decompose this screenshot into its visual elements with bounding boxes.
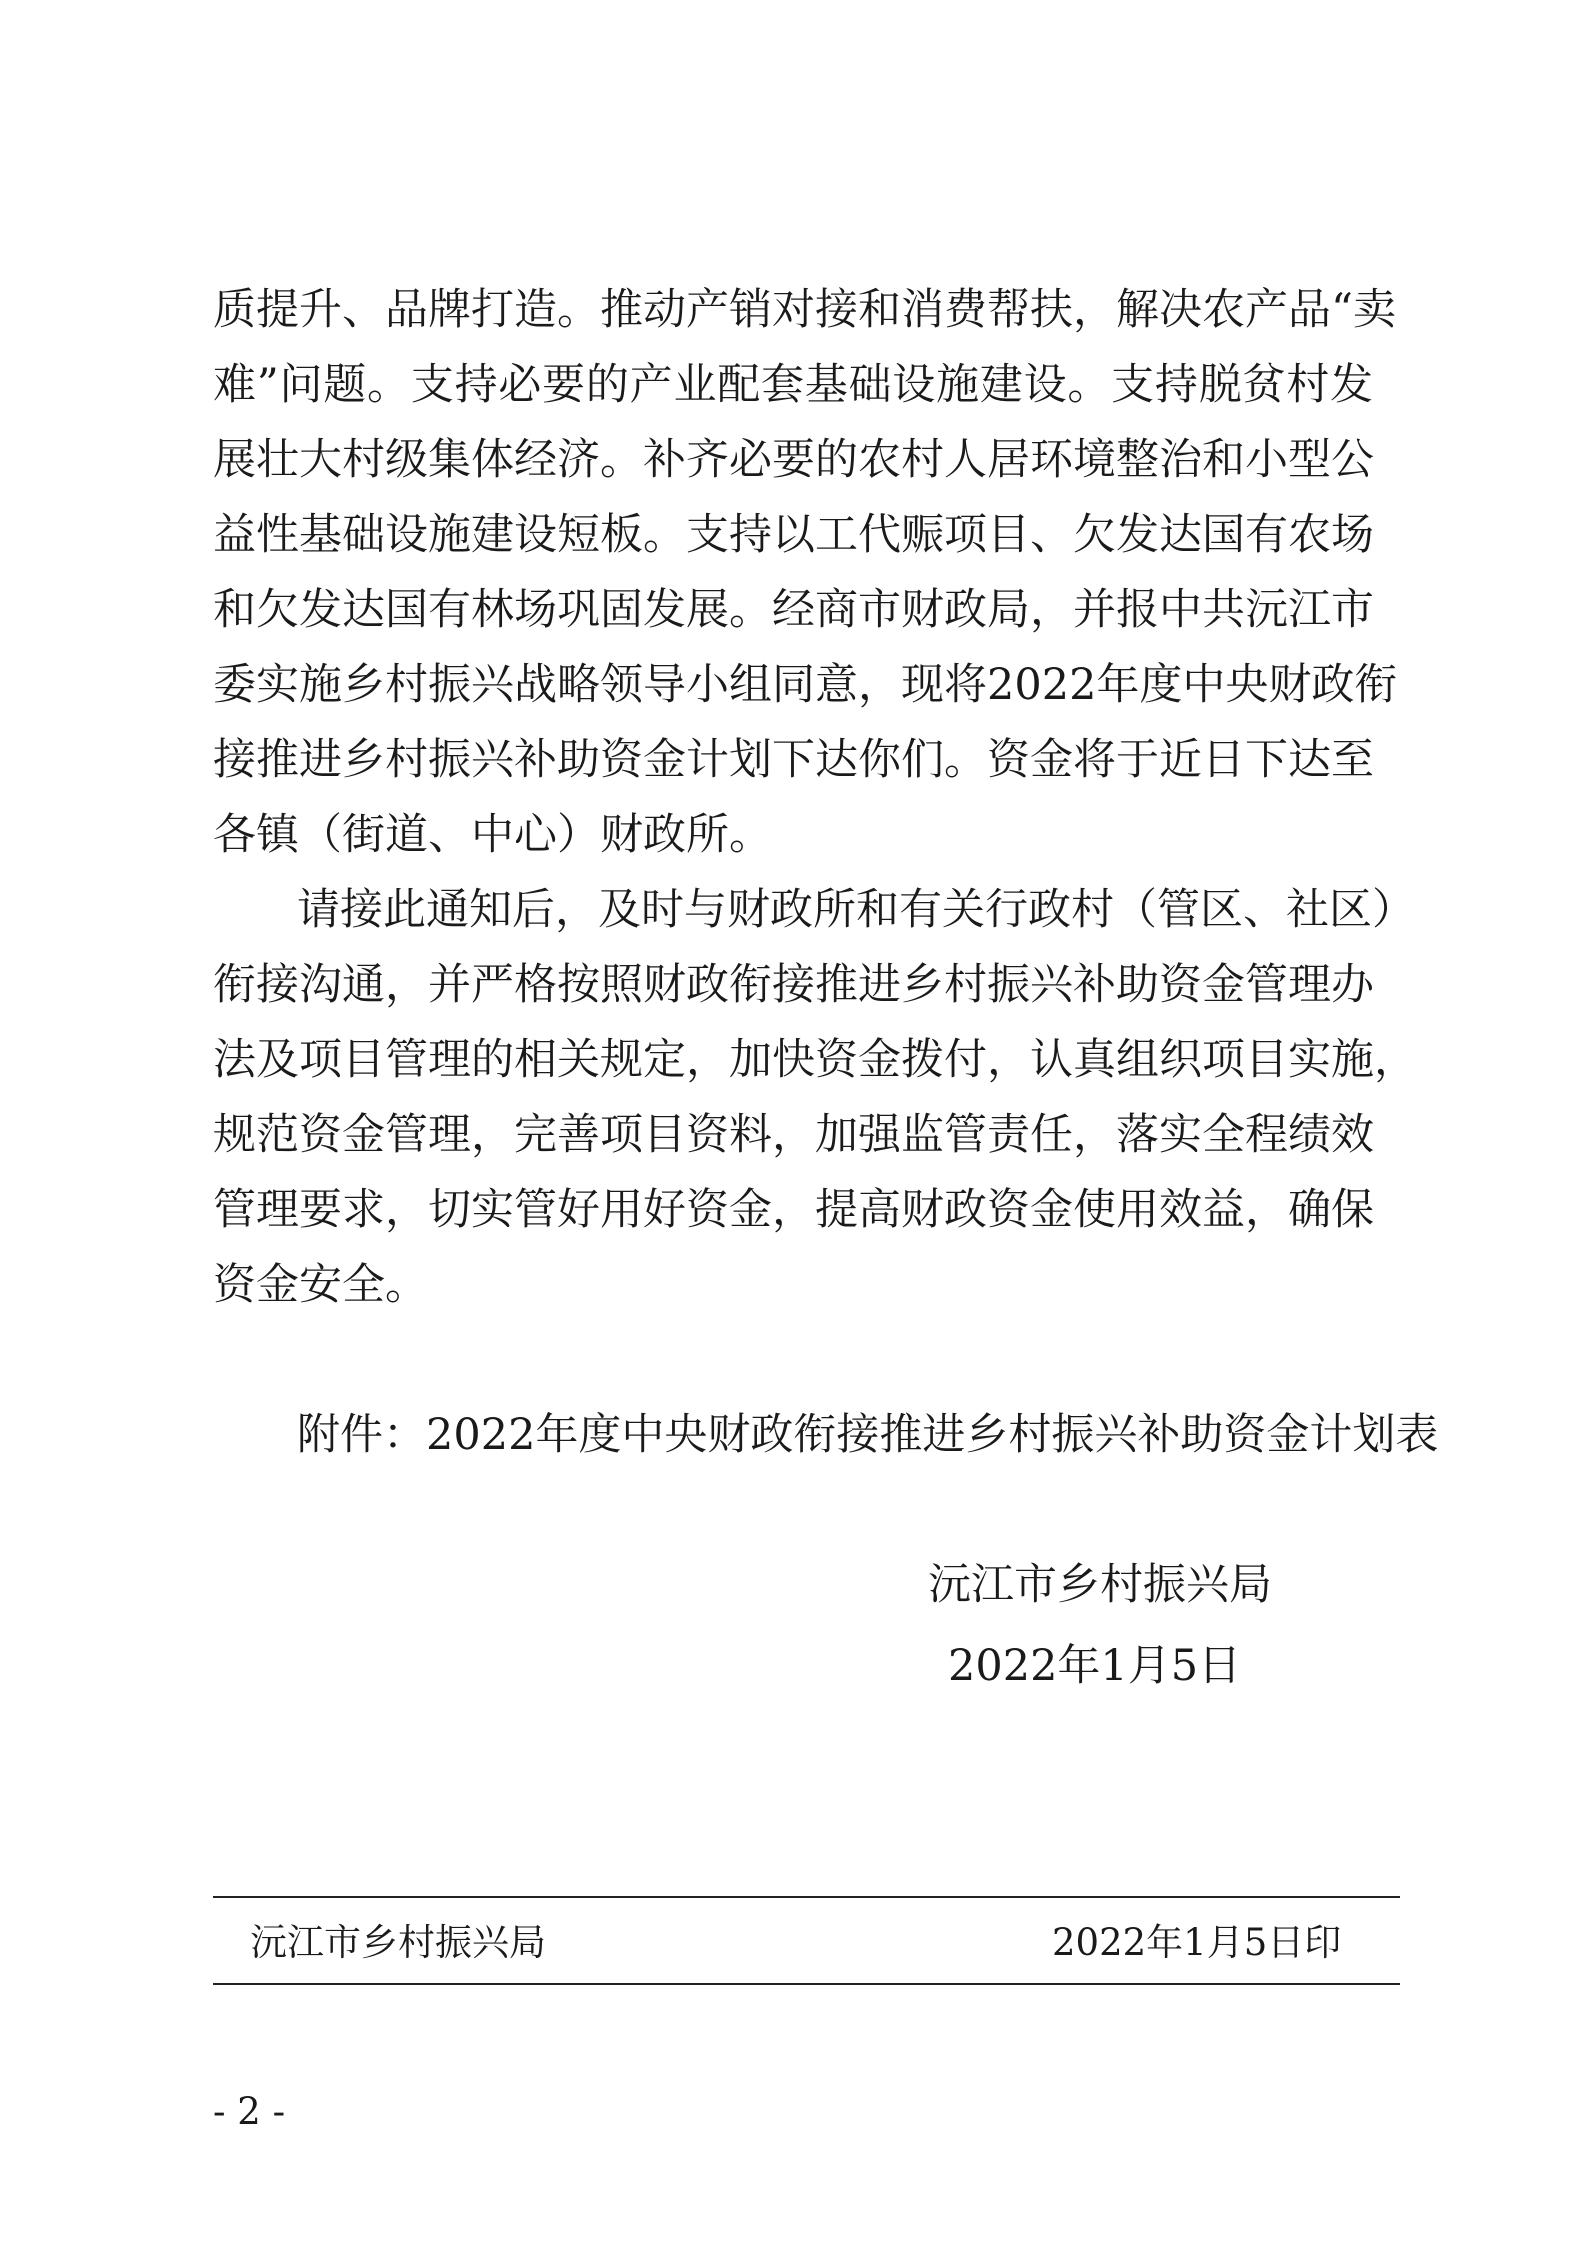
paragraph-line: 难”问题。支持必要的产业配套基础设施建设。支持脱贫村发: [213, 360, 1373, 410]
page-number: - 2 -: [213, 2090, 286, 2133]
paragraph-line: 和欠发达国有林场巩固发展。经商市财政局，并报中共沅江市: [213, 585, 1374, 635]
imprint-issuer: 沅江市乡村振兴局: [250, 1921, 546, 1964]
paragraph-line: 规范资金管理，完善项目资料，加强监管责任，落实全程绩效: [213, 1110, 1374, 1160]
paragraph-line: 各镇（街道、中心）财政所。: [213, 810, 772, 860]
paragraph-line: 接推进乡村振兴补助资金计划下达你们。资金将于近日下达至: [213, 735, 1374, 785]
paragraph-line: 法及项目管理的相关规定，加快资金拨付，认真组织项目实施，: [213, 1035, 1417, 1085]
imprint-bottom-rule: [213, 1983, 1400, 1985]
paragraph-line: 委实施乡村振兴战略领导小组同意，现将2022年度中央财政衔: [213, 660, 1398, 710]
attachment-note: 附件：2022年度中央财政衔接推进乡村振兴补助资金计划表: [297, 1410, 1439, 1460]
paragraph-line: 管理要求，切实管好用好资金，提高财政资金使用效益，确保: [213, 1185, 1374, 1235]
paragraph-line: 资金安全。: [213, 1260, 428, 1310]
signature-organization: 沅江市乡村振兴局: [928, 1560, 1272, 1610]
paragraph-line: 益性基础设施建设短板。支持以工代赈项目、欠发达国有农场: [213, 510, 1374, 560]
paragraph-line: 衔接沟通，并严格按照财政衔接推进乡村振兴补助资金管理办: [213, 960, 1374, 1010]
paragraph-line: 展壮大村级集体经济。补齐必要的农村人居环境整治和小型公: [213, 435, 1374, 485]
imprint-top-rule: [213, 1896, 1400, 1898]
imprint-print-date: 2022年1月5日印: [1052, 1921, 1342, 1964]
paragraph-line: 请接此通知后，及时与财政所和有关行政村（管区、社区）: [297, 885, 1415, 935]
paragraph-line: 质提升、品牌打造。推动产销对接和消费帮扶，解决农产品“卖: [213, 285, 1396, 335]
signature-date: 2022年1月5日: [948, 1641, 1242, 1691]
